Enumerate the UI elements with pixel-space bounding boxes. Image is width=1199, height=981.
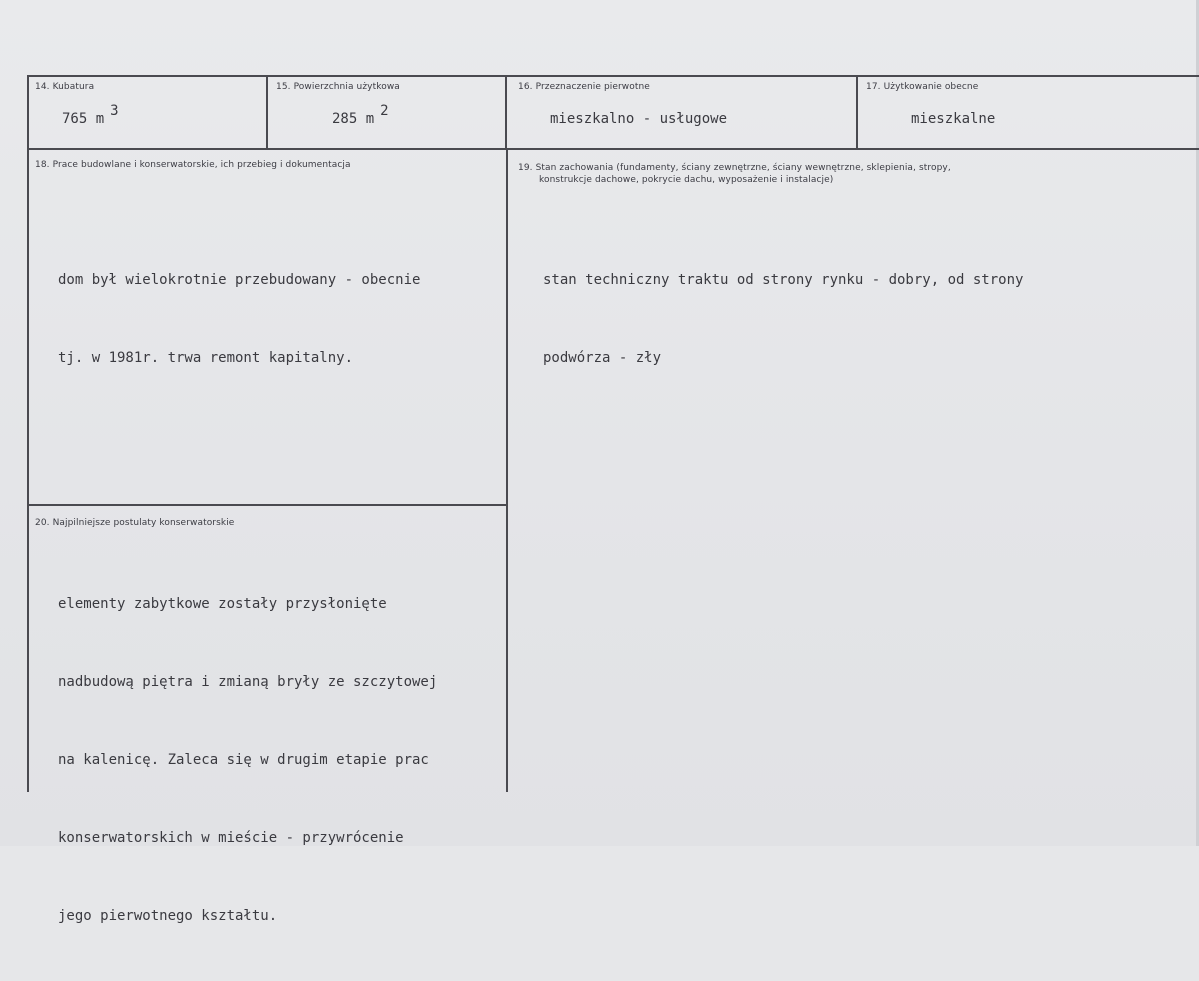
divider-15-16	[505, 75, 507, 150]
field-20-line: jego pierwotnego kształtu.	[58, 908, 278, 924]
top-rule	[27, 75, 1199, 77]
field-18-label: 18. Prace budowlane i konserwatorskie, ich przebieg i dokumentacja	[35, 160, 351, 170]
field-19-line: stan techniczny traktu od strony rynku - dobry, od strony	[543, 272, 1024, 288]
field-17-value: mieszkalne	[911, 111, 996, 127]
field-19-line: podwórza - zły	[543, 350, 662, 366]
field-20-line: nadbudową piętra i zmianą bryły ze szczytowej	[58, 674, 438, 690]
field-19-label-line: konstrukcje dachowe, pokrycie dachu, wyposażenie i instalacje)	[539, 175, 834, 185]
field-18-text	[58, 215, 420, 423]
left-border	[27, 75, 29, 792]
field-15-exponent: 2	[380, 103, 389, 119]
field-18-line: dom był wielokrotnie przebudowany - obecnie	[58, 272, 421, 288]
divider-14-15	[266, 75, 268, 150]
field-20-line: na kalenicę. Zaleca się w drugim etapie prac	[58, 752, 429, 768]
field-18-line: tj. w 1981r. trwa remont kapitalny.	[58, 350, 354, 366]
field-14-exponent: 3	[110, 103, 119, 119]
divider-16-17	[856, 75, 858, 150]
field-20-line: elementy zabytkowe zostały przysłonięte	[58, 596, 387, 612]
field-14-number: 765 m	[62, 111, 105, 127]
field-16-label: 16. Przeznaczenie pierwotne	[518, 82, 650, 92]
field-17-label: 17. Użytkowanie obecne	[866, 82, 979, 92]
field-14-label: 14. Kubatura	[35, 82, 95, 92]
field-19-text	[543, 215, 1023, 423]
field-15-label: 15. Powierzchnia użytkowa	[276, 82, 400, 92]
row1-bottom-rule	[27, 148, 1199, 150]
field-16-value: mieszkalno - usługowe	[550, 111, 728, 127]
field-20-line: konserwatorskich w mieście - przywrócenie	[58, 830, 404, 846]
field-15-number: 285 m	[332, 111, 375, 127]
main-column-divider	[506, 148, 508, 792]
field-19-label-line: 19. Stan zachowania (fundamenty, ściany zewnętrzne, ściany wewnętrzne, sklepienia, stropy,	[518, 163, 951, 173]
field18-bottom-rule	[27, 504, 507, 506]
field-20-text	[58, 539, 437, 981]
field-20-label: 20. Najpilniejsze postulaty konserwatorskie	[35, 518, 235, 528]
field-19-label	[518, 162, 951, 186]
field-14-value	[62, 103, 119, 132]
field-15-value	[332, 103, 389, 132]
